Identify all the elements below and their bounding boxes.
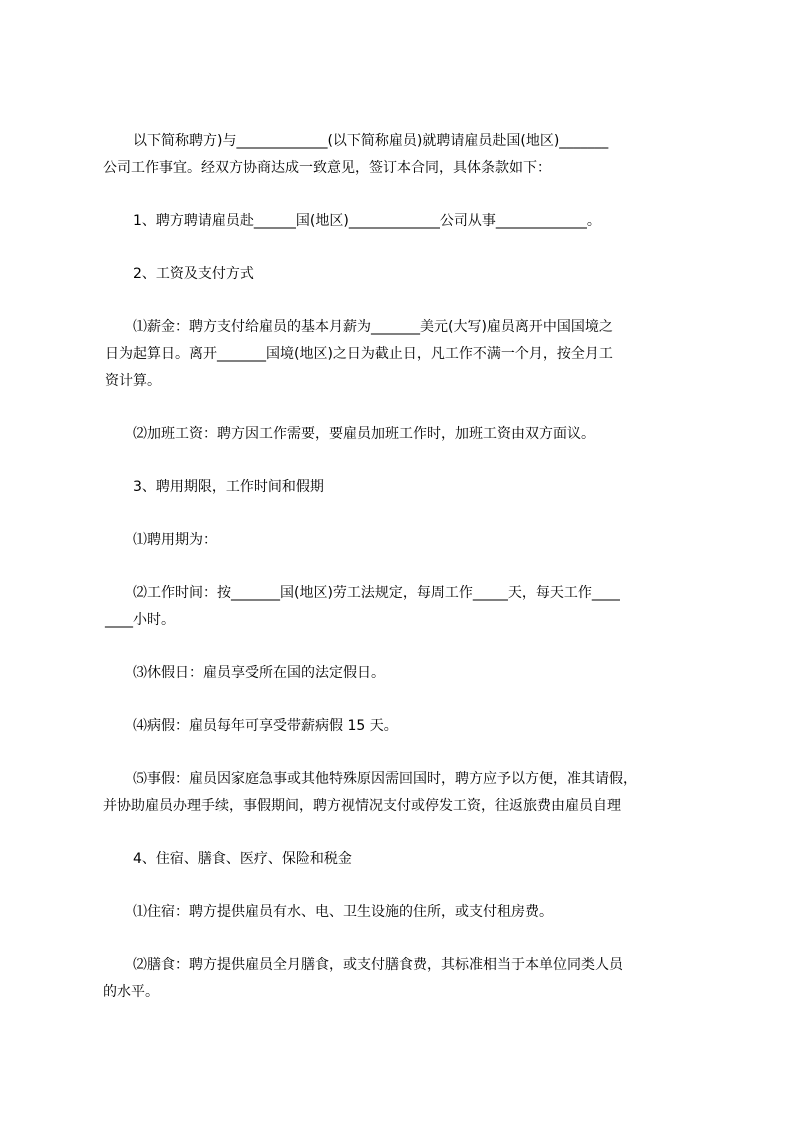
text-line: ⑵加班工资：聘方因工作需要，要雇员加班工作时，加班工资由双方面议。 [133,426,595,442]
text-line: ⑴薪金：聘方支付给雇员的基本月薪为_______美元(大写)雇员离开中国国境之 [133,319,613,335]
section-heading: 2、工资及支付方式 [133,266,254,282]
text-line: ⑷病假：雇员每年可享受带薪病假 15 天。 [133,718,398,734]
text-line: 日为起算日。离开_______国境(地区)之日为截止日，凡工作不满一个月，按全月工 [105,346,613,362]
text-line: 资计算。 [105,373,161,389]
text-line: 1、聘方聘请雇员赴______国(地区)_____________公司从事_____________。 [133,213,601,229]
section-heading: 3、聘用期限，工作时间和假期 [133,479,324,495]
text-line: 的水平。 [103,984,159,1000]
section-heading: 4、住宿、膳食、医疗、保险和税金 [133,851,352,867]
text-line: ⑴聘用期为： [133,532,217,548]
text-line: ⑸事假：雇员因家庭急事或其他特殊原因需回国时，聘方应予以方便，准其请假， [133,771,637,787]
text-line: 以下简称聘方)与_____________(以下简称雇员)就聘请雇员赴国(地区)_______ [133,133,609,149]
text-line: ⑵膳食：聘方提供雇员全月膳食，或支付膳食费，其标准相当于本单位同类人员 [133,957,623,973]
text-line: ____小时。 [105,612,175,628]
text-line: ⑴住宿：聘方提供雇员有水、电、卫生设施的住所，或支付租房费。 [133,904,553,920]
text-line: 公司工作事宜。经双方协商达成一致意见，签订本合同，具体条款如下： [103,160,551,176]
text-line: ⑵工作时间：按_______国(地区)劳工法规定，每周工作_____天，每天工作____ [133,585,620,601]
text-line: 并协助雇员办理手续，事假期间，聘方视情况支付或停发工资，往返旅费由雇员自理 [103,798,621,814]
text-line: ⑶休假日：雇员享受所在国的法定假日。 [133,665,385,681]
